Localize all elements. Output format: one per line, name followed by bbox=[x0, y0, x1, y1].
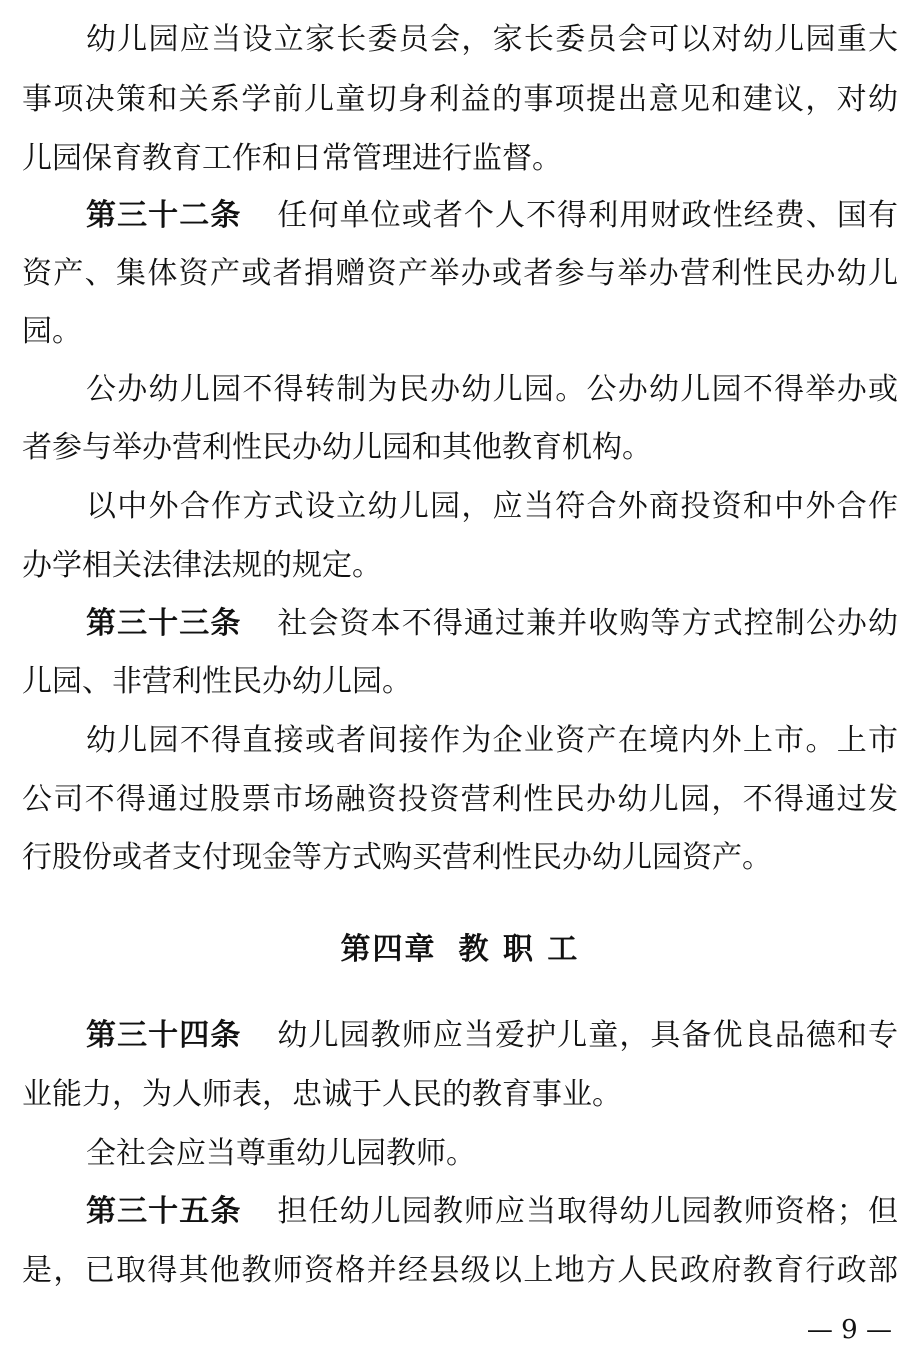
article-number: 第三十五条 bbox=[86, 1194, 242, 1229]
page-number: — 9 — bbox=[806, 1315, 892, 1345]
article-text: 担任幼儿园教师应当取得幼儿园教师资格；但 bbox=[277, 1194, 899, 1229]
paragraph-line: 园。 bbox=[22, 314, 82, 349]
paragraph-line: 儿园保育教育工作和日常管理进行监督。 bbox=[22, 141, 562, 176]
paragraph-line: 以中外合作方式设立幼儿园，应当符合外商投资和中外合作 bbox=[86, 489, 898, 524]
article-text: 社会资本不得通过兼并收购等方式控制公办幼 bbox=[277, 606, 899, 641]
paragraph-line: 儿园、非营利性民办幼儿园。 bbox=[22, 664, 412, 699]
paragraph-line: 幼儿园不得直接或者间接作为企业资产在境内外上市。上市 bbox=[86, 723, 898, 758]
paragraph-line: 是，已取得其他教师资格并经县级以上地方人民政府教育行政部 bbox=[22, 1253, 898, 1288]
article-number: 第三十三条 bbox=[86, 606, 242, 641]
chapter-number: 第四章 bbox=[340, 932, 437, 967]
paragraph-line: 办学相关法律法规的规定。 bbox=[22, 548, 382, 583]
paragraph-line: 者参与举办营利性民办幼儿园和其他教育机构。 bbox=[22, 430, 652, 465]
article-line bbox=[86, 186, 898, 246]
paragraph-line: 全社会应当尊重幼儿园教师。 bbox=[86, 1136, 476, 1171]
paragraph-line: 行股份或者支付现金等方式购买营利性民办幼儿园资产。 bbox=[22, 840, 772, 875]
paragraph-line: 公司不得通过股票市场融资投资营利性民办幼儿园，不得通过发 bbox=[22, 782, 898, 817]
article-number: 第三十四条 bbox=[86, 1018, 242, 1053]
article-line bbox=[86, 594, 898, 654]
article-text: 幼儿园教师应当爱护儿童，具备优良品德和专 bbox=[277, 1018, 899, 1053]
paragraph-line: 公办幼儿园不得转制为民办幼儿园。公办幼儿园不得举办或 bbox=[86, 372, 898, 407]
chapter-title: 教 职 工 bbox=[458, 932, 580, 967]
article-line bbox=[86, 1182, 898, 1242]
article-text: 任何单位或者个人不得利用财政性经费、国有 bbox=[277, 198, 899, 233]
paragraph-line: 资产、集体资产或者捐赠资产举办或者参与举办营利性民办幼儿 bbox=[22, 256, 898, 291]
article-line bbox=[86, 1006, 898, 1066]
chapter-heading bbox=[0, 920, 920, 980]
article-number: 第三十二条 bbox=[86, 198, 242, 233]
paragraph-line: 幼儿园应当设立家长委员会，家长委员会可以对幼儿园重大 bbox=[86, 22, 898, 57]
paragraph-line: 业能力，为人师表，忠诚于人民的教育事业。 bbox=[22, 1077, 622, 1112]
paragraph-line: 事项决策和关系学前儿童切身利益的事项提出意见和建议，对幼 bbox=[22, 82, 898, 117]
